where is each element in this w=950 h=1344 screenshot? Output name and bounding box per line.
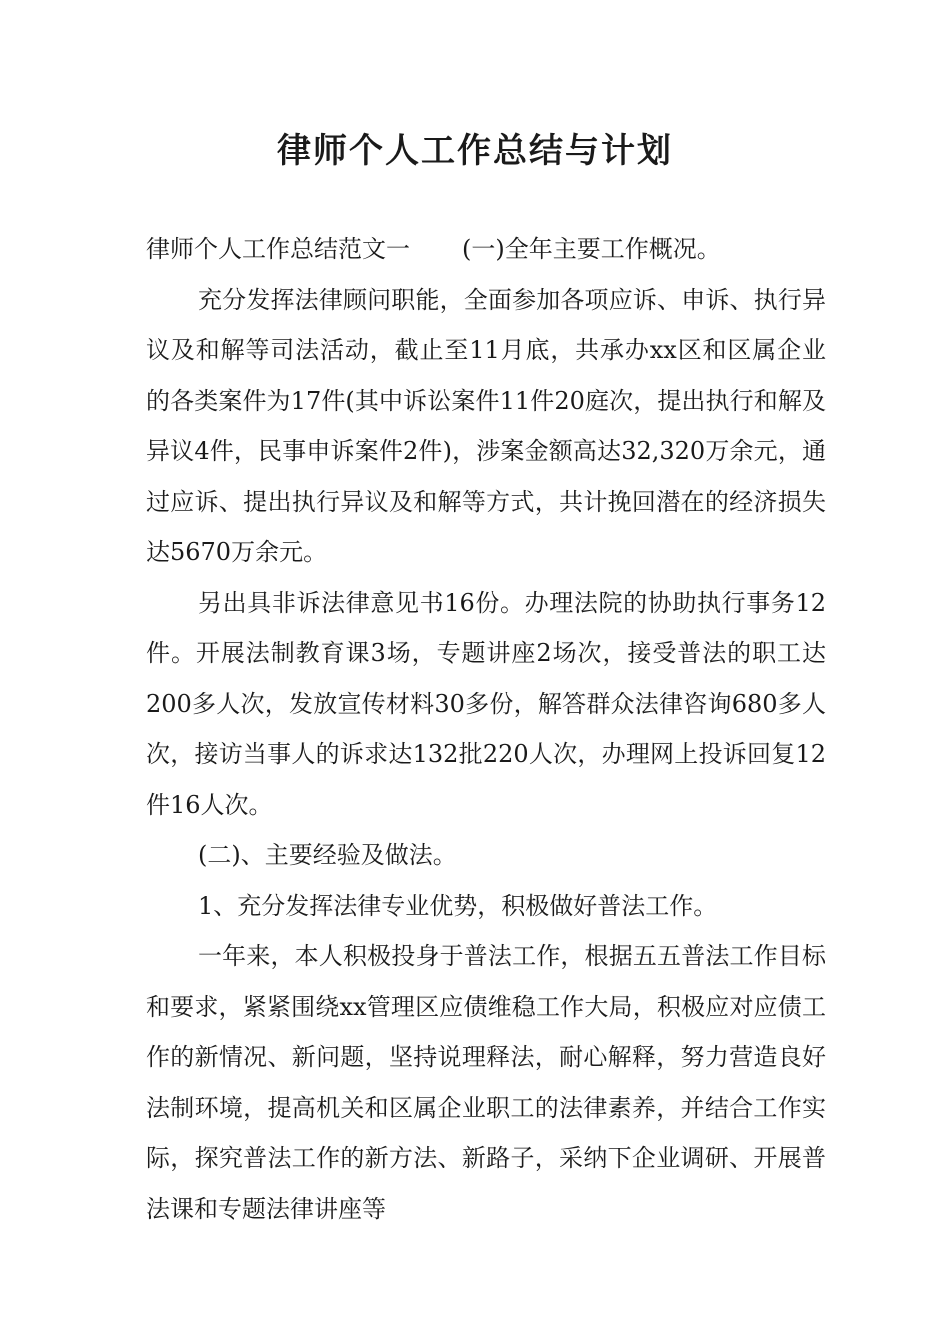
section-heading-1: (一)全年主要工作概况。 bbox=[462, 235, 721, 263]
lead-label: 律师个人工作总结范文一 bbox=[146, 235, 410, 263]
document-title: 律师个人工作总结与计划 bbox=[277, 131, 673, 171]
lead-line bbox=[146, 224, 826, 275]
paragraph-non-litigation: 另出具非诉法律意见书16份。办理法院的协助执行事务12件。开展法制教育课3场，专题讲座2场次，接受普法的职工达200多人次，发放宣传材料30多份，解答群众法律咨询680多人次，接访当事人的诉求达132批220人次，办理网上投诉回复12件16人次。 bbox=[146, 588, 826, 819]
document-body bbox=[146, 224, 826, 1234]
paragraph-work-overview: 充分发挥法律顾问职能，全面参加各项应诉、申诉、执行异议及和解等司法活动，截止至11月底，共承办xx区和区属企业的各类案件为17件(其中诉讼案件11件20庭次，提出执行和解及异议4件，民事申诉案件2件)，涉案金额高达32,320万余元，通过应诉、提出执行异议及和解等方式，共计挽回潜在的经济损失达5670万余元。 bbox=[146, 285, 826, 566]
section-heading-2: (二)、主要经验及做法。 bbox=[198, 841, 457, 869]
subheading-1: 1、充分发挥法律专业优势，积极做好普法工作。 bbox=[198, 891, 718, 920]
paragraph-legal-education: 一年来，本人积极投身于普法工作，根据五五普法工作目标和要求，紧紧围绕xx管理区应债维稳工作大局，积极应对应债工作的新情况、新问题，坚持说理释法，耐心解释，努力营造良好法制环境，提高机关和区属企业职工的法律素养，并结合工作实际，探究普法工作的新方法、新路子，采纳下企业调研、开展普法课和专题法律讲座等 bbox=[146, 942, 826, 1223]
